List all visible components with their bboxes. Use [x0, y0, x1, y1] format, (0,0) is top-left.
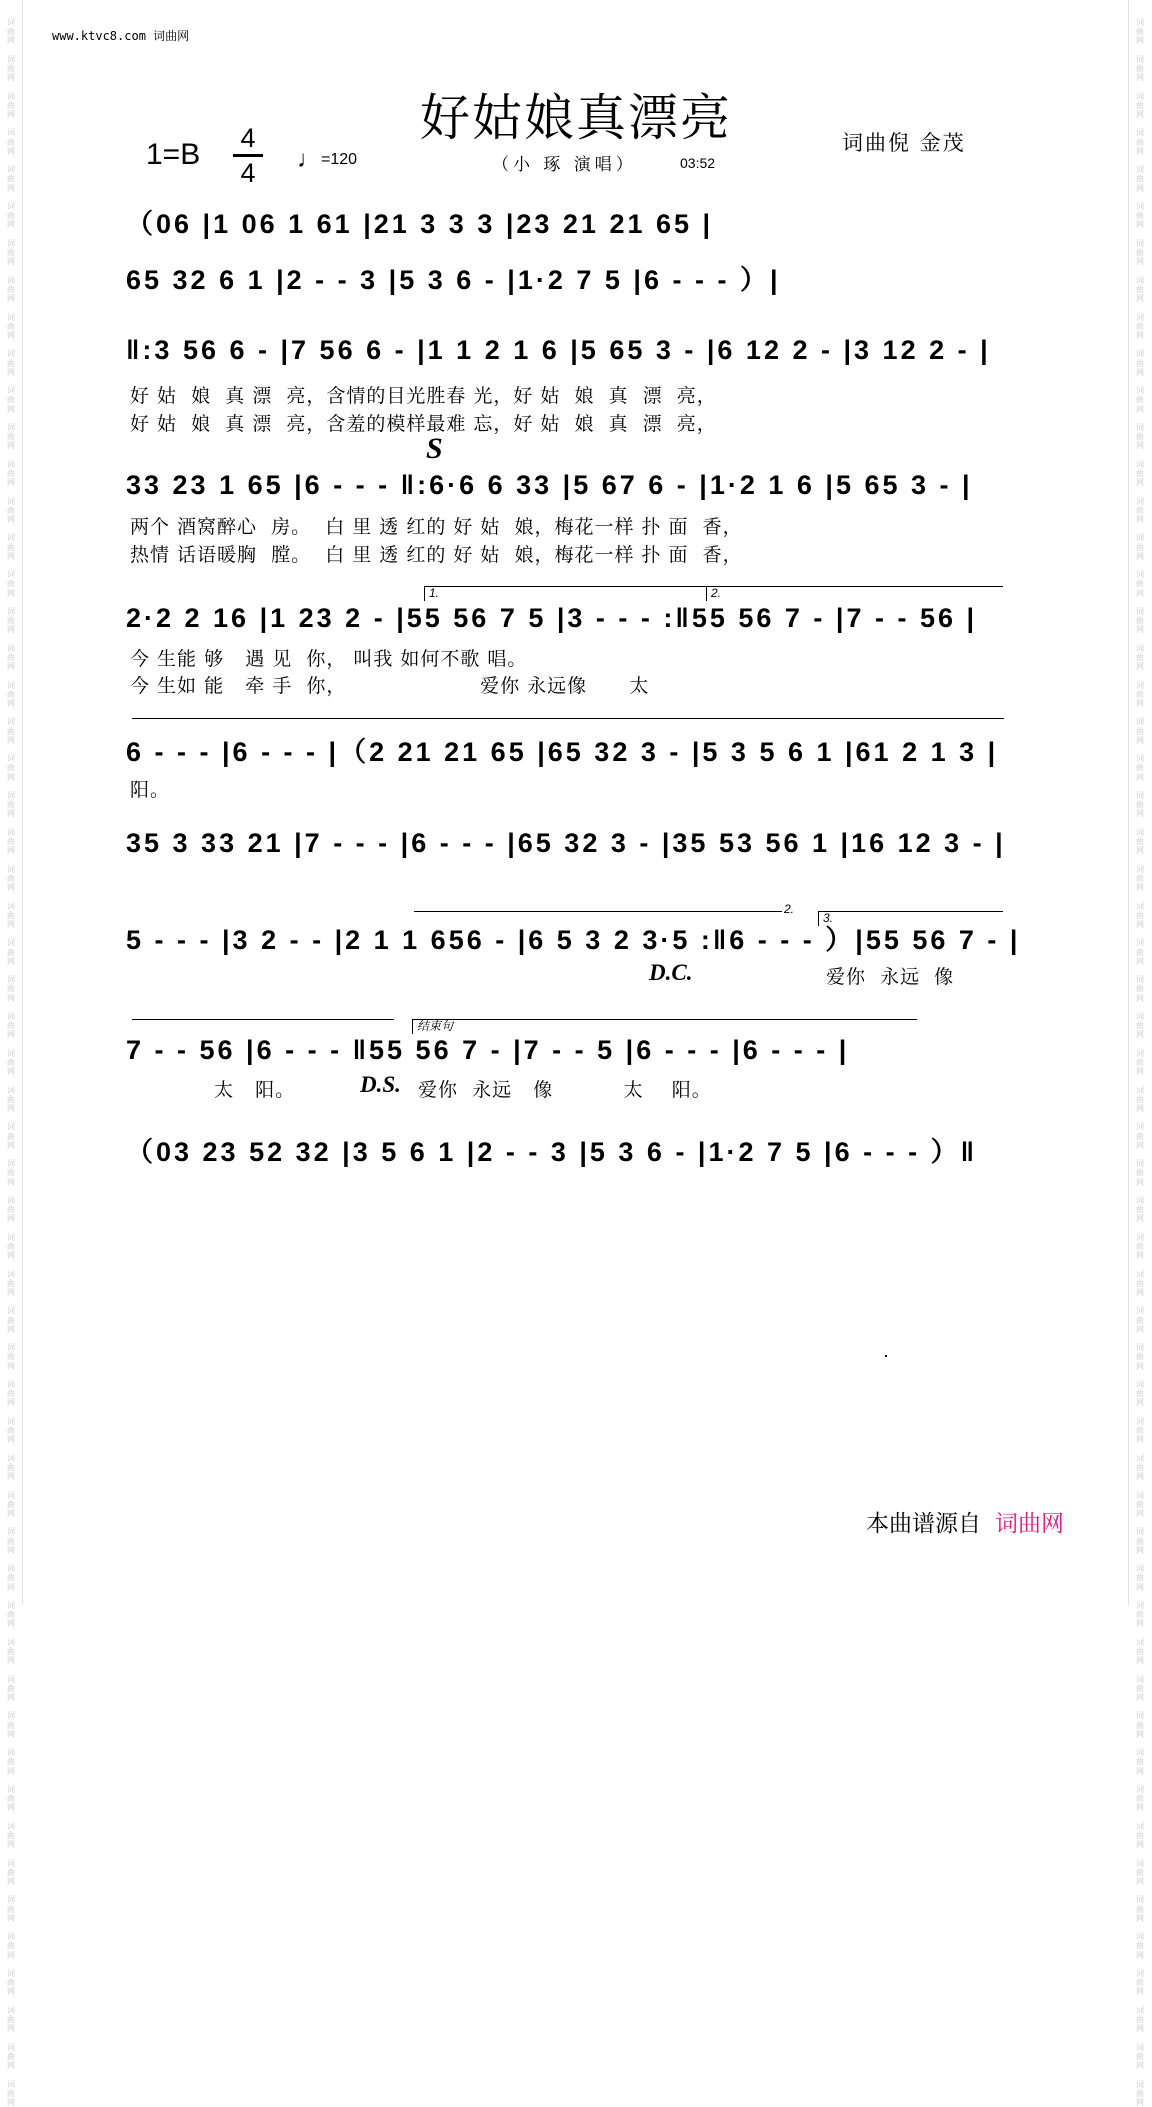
lyric-line: 爱你 永远 像 太 阳。	[418, 1079, 712, 1101]
tempo-mark	[297, 146, 357, 174]
lyric-line: 爱你 永远 像	[826, 966, 955, 988]
coda-bracket: 结束句	[412, 1019, 917, 1034]
quarter-note-icon: ♩	[297, 146, 321, 173]
volta-first-ending: 1.	[424, 586, 707, 601]
volta-second-ending: 2.	[706, 586, 1003, 601]
left-margin-line	[22, 0, 23, 1605]
volta-second-ending-label: 2.	[784, 902, 795, 916]
tie-line	[132, 1019, 394, 1020]
score-row: 2·2 2 16 |1 23 2 - |55 56 7 5 |3 - - - :‖55 56 7 - |7 - - 56 |	[126, 603, 978, 633]
lyric-line: 太 阳。	[214, 1079, 296, 1101]
score-row: 65 32 6 1 |2 - - 3 |5 3 6 - |1·2 7 5 |6 - - - ）|	[126, 265, 781, 295]
score-row: ‖:3 56 6 - |7 56 6 - |1 1 2 1 6 |5 65 3 - |6 12 2 - |3 12 2 - |	[126, 335, 991, 365]
lyric-line: 好 姑 娘 真 漂 亮，含情的目光胜春 光，好 姑 娘 真 漂 亮，	[130, 385, 717, 407]
score-row: （06 |1 06 1 61 |21 3 3 3 |23 21 21 65 |	[126, 209, 714, 239]
footer-brand-link[interactable]: 词曲网	[995, 1511, 1064, 1537]
footer-source	[866, 1505, 1064, 1538]
duration: 03:52	[680, 155, 716, 171]
time-signature	[233, 124, 263, 187]
song-title: 好姑娘真漂亮	[420, 89, 732, 147]
dc-mark: D.C.	[649, 960, 693, 985]
lyric-line: 热情 话语暖胸 膛。 白 里 透 红的 好 姑 娘，梅花一样 扑 面 香，	[130, 544, 743, 566]
speck	[885, 1355, 887, 1357]
lyric-line: 今 生如 能 牵 手 你， 爱你 永远像 太	[130, 675, 650, 697]
time-numerator: 4	[240, 123, 256, 153]
segno-mark: S	[426, 432, 443, 465]
footer-source-label: 本曲谱源自	[866, 1511, 981, 1537]
volta-third-ending: 3.	[818, 911, 1003, 926]
time-signature-bar	[233, 154, 263, 157]
tie-line	[132, 718, 1004, 719]
ds-mark: D.S.	[360, 1072, 401, 1097]
score-row: 35 3 33 21 |7 - - - |6 - - - |65 32 3 - |35 53 56 1 |16 12 3 - |	[126, 828, 1006, 858]
lyric-line: 阳。	[130, 779, 171, 801]
score-row: 5 - - - |3 2 - - |2 1 1 656 - |6 5 3 2 3·5 :‖6 - - - ）|55 56 7 - |	[126, 925, 1021, 955]
score-row: 7 - - 56 |6 - - - ‖55 56 7 - |7 - - 5 |6 - - - |6 - - - |	[126, 1035, 850, 1065]
score-row: 33 23 1 65 |6 - - - ‖:6·6 6 33 |5 67 6 - |1·2 1 6 |5 65 3 - |	[126, 470, 973, 500]
score-row: （03 23 52 32 |3 5 6 1 |2 - - 3 |5 3 6 - |1·2 7 5 |6 - - - ）‖	[126, 1137, 978, 1167]
tempo-value: =120	[321, 151, 358, 168]
credits: 词曲倪 金茂	[842, 131, 966, 155]
site-url[interactable]: www.ktvc8.com 词曲网	[52, 29, 190, 43]
right-margin-line	[1128, 0, 1129, 1605]
side-watermark-left: 词 曲 网 词 曲 网 词 曲 网 词 曲 网 词 曲 网 词 曲 网 词 曲 网 词 曲 网 词 曲 网 词 曲 网 词 曲 网 词 曲 网 词 曲 网 词 曲 网 词 曲 网 词 曲 网 词 曲 网 词 曲 网 词 曲 网 词 曲 网 词 曲 网 词 曲 网 词 曲 网 词 曲 网 词 曲 网 词 曲 网 词 曲 网 词 曲 网 词 曲 网 词 曲 网 词 曲 网 词 曲 网 词 曲 网 词 曲 网 词 曲 网 词 曲 网 词 曲 网 词 曲 网 词 曲 网 词 曲 网 词 曲 网 词 曲 网 词 曲 网 词 曲 网 词 曲 网 词 曲 网 词 曲 网 词 曲 网 词 曲 网 词 曲 网 词 曲 网 词 曲 网 词 曲 网 词 曲 网 词 曲 网 词 曲 网 词 曲 网	[7, 18, 15, 2107]
lyric-line: 两个 酒窝醉心 房。 白 里 透 红的 好 姑 娘，梅花一样 扑 面 香，	[130, 516, 743, 538]
score-row: 6 - - - |6 - - - |（2 21 21 65 |65 32 3 - |5 3 5 6 1 |61 2 1 3 |	[126, 737, 999, 767]
key-signature: 1=B	[146, 138, 201, 171]
repeat-bracket-line	[414, 911, 782, 912]
singer: （小 琢 演唱）	[492, 155, 637, 175]
time-denominator: 4	[240, 158, 256, 188]
lyric-line: 好 姑 娘 真 漂 亮，含羞的模样最难 忘，好 姑 娘 真 漂 亮，	[130, 413, 717, 435]
lyric-line: 今 生能 够 遇 见 你， 叫我 如何不歌 唱。	[130, 648, 528, 670]
side-watermark-right: 词 曲 网 词 曲 网 词 曲 网 词 曲 网 词 曲 网 词 曲 网 词 曲 网 词 曲 网 词 曲 网 词 曲 网 词 曲 网 词 曲 网 词 曲 网 词 曲 网 词 曲 网 词 曲 网 词 曲 网 词 曲 网 词 曲 网 词 曲 网 词 曲 网 词 曲 网 词 曲 网 词 曲 网 词 曲 网 词 曲 网 词 曲 网 词 曲 网 词 曲 网 词 曲 网 词 曲 网 词 曲 网 词 曲 网 词 曲 网 词 曲 网 词 曲 网 词 曲 网 词 曲 网 词 曲 网 词 曲 网 词 曲 网 词 曲 网 词 曲 网 词 曲 网 词 曲 网 词 曲 网 词 曲 网 词 曲 网 词 曲 网 词 曲 网 词 曲 网 词 曲 网 词 曲 网 词 曲 网 词 曲 网 词 曲 网 词 曲 网	[1136, 18, 1144, 2107]
